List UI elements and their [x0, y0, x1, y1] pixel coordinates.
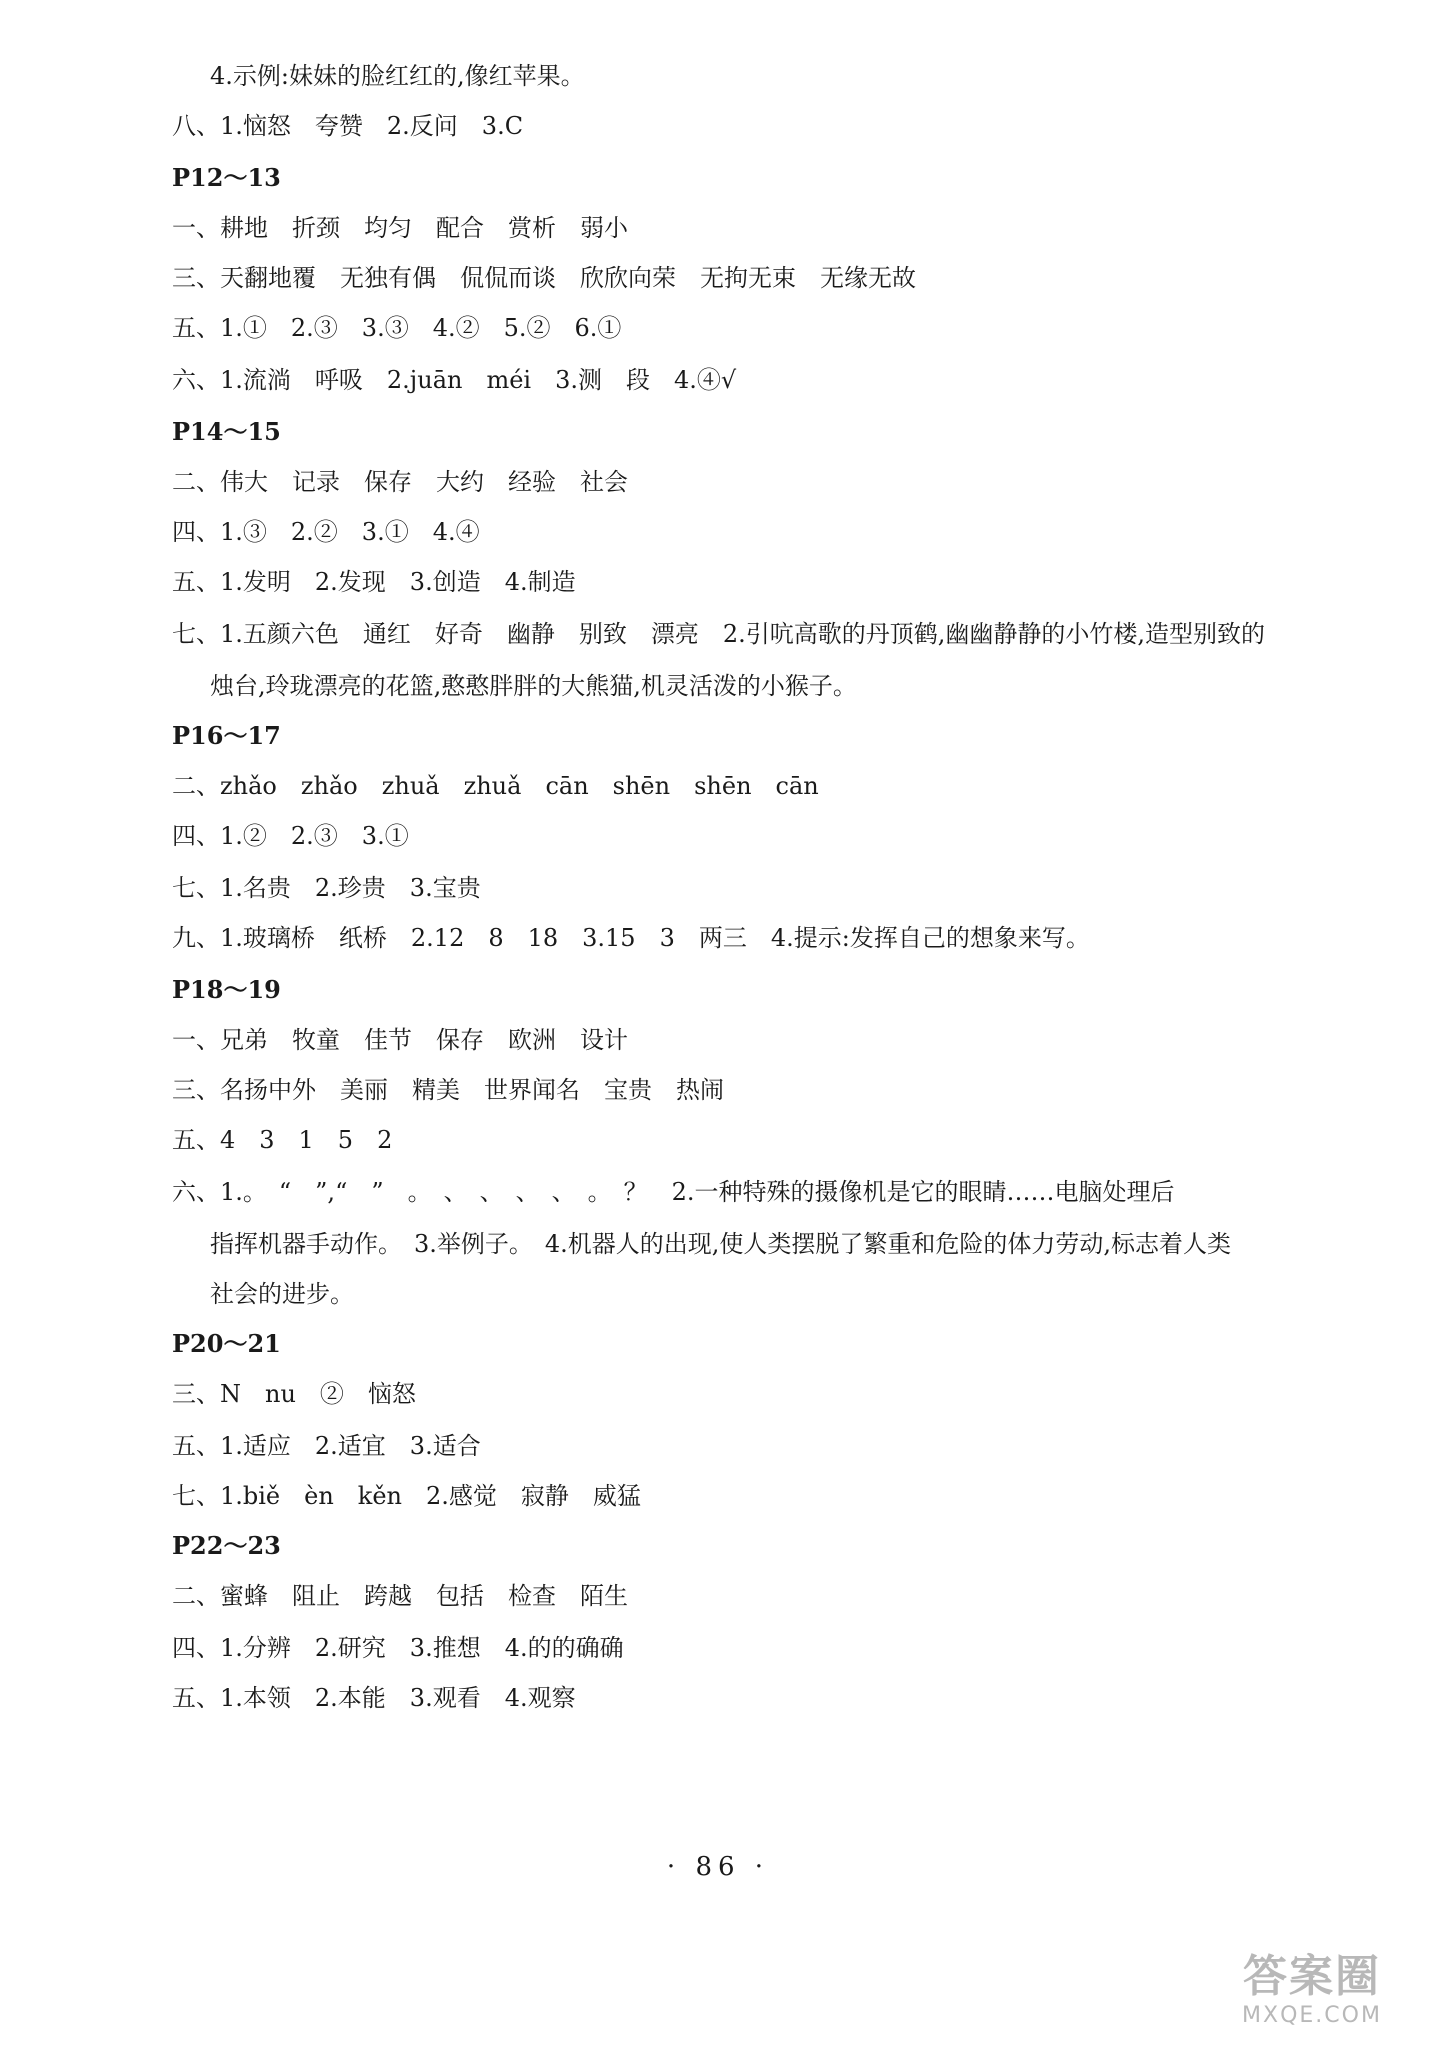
answer-line: 九、1.玻璃桥 纸桥 2.12 8 18 3.15 3 两三 4.提示:发挥自己的想象来写。: [172, 924, 1090, 952]
answer-line: 四、1.② 2.③ 3.①: [172, 822, 409, 850]
answer-line: 烛台,玲珑漂亮的花篮,憨憨胖胖的大熊猫,机灵活泼的小猴子。: [210, 672, 857, 700]
answer-line: 三、名扬中外 美丽 精美 世界闻名 宝贵 热闹: [172, 1076, 724, 1104]
section-heading: P12～13: [172, 163, 281, 192]
answer-line: 五、1.① 2.③ 3.③ 4.② 5.② 6.①: [172, 314, 622, 342]
answer-line: 二、蜜蜂 阻止 跨越 包括 检查 陌生: [172, 1582, 628, 1610]
answer-line: 八、1.恼怒 夸赞 2.反问 3.C: [172, 112, 524, 140]
section-heading: P20～21: [172, 1329, 281, 1358]
answer-line: 二、zhǎo zhǎo zhuǎ zhuǎ cān shēn shēn cān: [172, 772, 819, 800]
answer-line: 一、耕地 折颈 均匀 配合 赏析 弱小: [172, 214, 628, 242]
answer-line: 二、伟大 记录 保存 大约 经验 社会: [172, 468, 628, 496]
answer-line: 社会的进步。: [210, 1280, 354, 1308]
answer-line: 一、兄弟 牧童 佳节 保存 欧洲 设计: [172, 1026, 628, 1054]
page-number: · 86 ·: [666, 1852, 770, 1882]
section-heading: P18～19: [172, 975, 281, 1004]
answer-line: 六、1.。 “ ”,“ ” 。 、 、 、 、 。 ？ 2.一种特殊的摄像机是它的眼睛……电脑处理后: [172, 1178, 1175, 1206]
answer-line: 4.示例:妹妹的脸红红的,像红苹果。: [210, 62, 585, 90]
answer-line: 五、4 3 1 5 2: [172, 1126, 393, 1154]
answer-line: 四、1.③ 2.② 3.① 4.④: [172, 518, 480, 546]
answer-line: 指挥机器手动作。 3.举例子。 4.机器人的出现,使人类摆脱了繁重和危险的体力劳动,标志着人类: [210, 1230, 1232, 1258]
answer-line: 三、N nu ② 恼怒: [172, 1380, 416, 1408]
section-heading: P22～23: [172, 1531, 281, 1560]
answer-line: 七、1.biě èn kěn 2.感觉 寂静 威猛: [172, 1482, 641, 1510]
answer-line: 五、1.发明 2.发现 3.创造 4.制造: [172, 568, 576, 596]
answer-line: 六、1.流淌 呼吸 2.juān méi 3.测 段 4.④√: [172, 366, 737, 394]
watermark-stamp: [1202, 1951, 1422, 2041]
section-heading: P14～15: [172, 417, 281, 446]
answer-line: 七、1.名贵 2.珍贵 3.宝贵: [172, 874, 481, 902]
section-heading: P16～17: [172, 721, 281, 750]
answer-line: 五、1.本领 2.本能 3.观看 4.观察: [172, 1684, 576, 1712]
answer-line: 四、1.分辨 2.研究 3.推想 4.的的确确: [172, 1634, 624, 1662]
answer-line: 三、天翻地覆 无独有偶 侃侃而谈 欣欣向荣 无拘无束 无缘无故: [172, 264, 916, 292]
answer-line: 五、1.适应 2.适宜 3.适合: [172, 1432, 481, 1460]
watermark-url: MXQE.COM: [1242, 2003, 1382, 2028]
answer-line: 七、1.五颜六色 通红 好奇 幽静 别致 漂亮 2.引吭高歌的丹顶鹤,幽幽静静的小竹楼,造型别致的: [172, 620, 1266, 648]
watermark-logo-text: 答案圈: [1243, 1951, 1381, 2002]
